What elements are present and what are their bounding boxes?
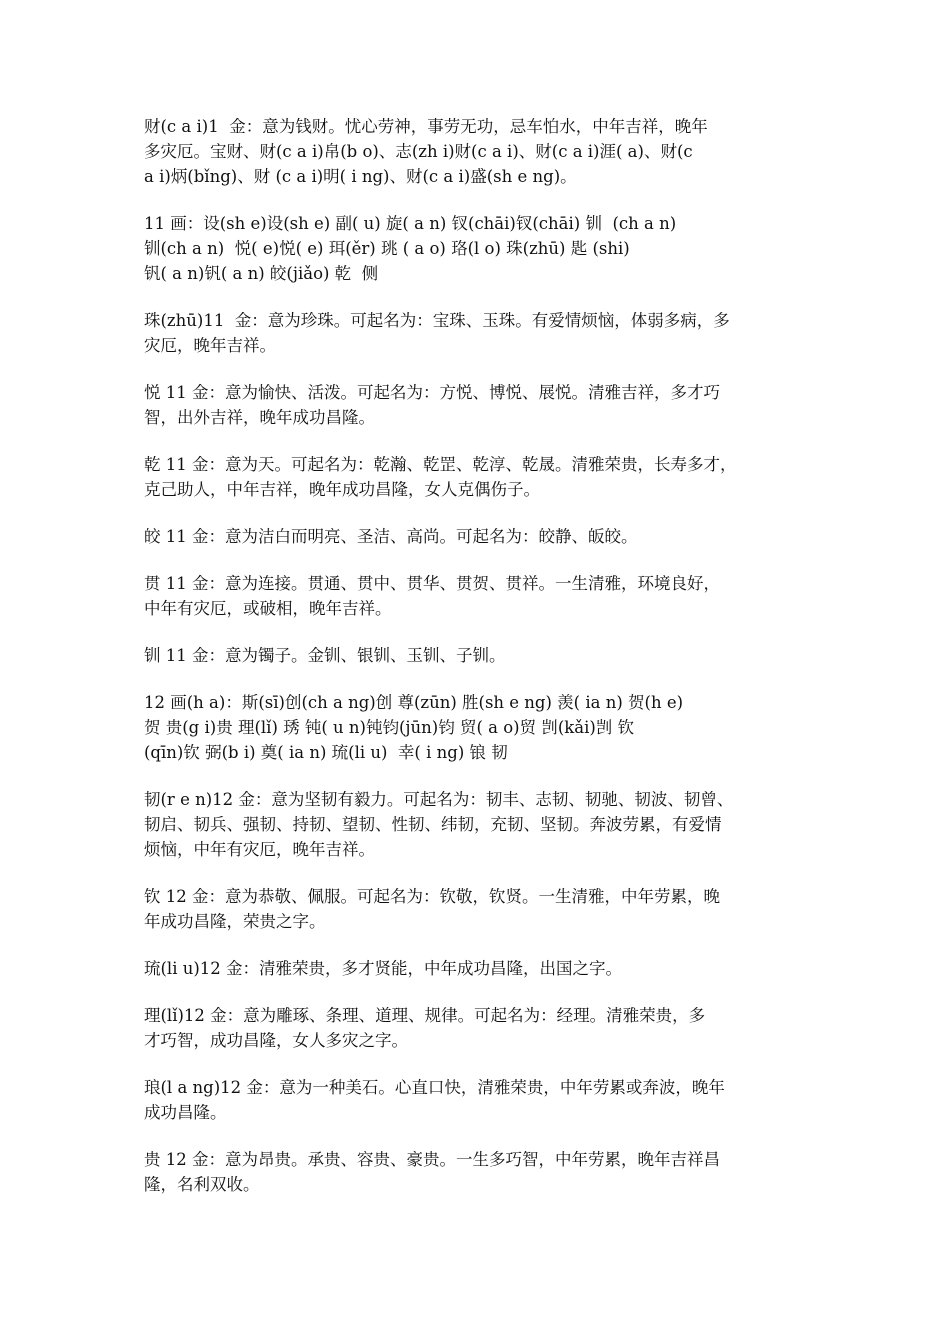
text-line: (qīn)钦 弼(b i) 奠( ia n) 琉(li u) 幸( i ng) 锒 韧 xyxy=(144,743,508,762)
text-line: 智，出外吉祥，晚年成功昌隆。 xyxy=(144,408,375,427)
text-line: 贺 贵(g i)贵 理(lǐ) 琇 钝( u n)钝钧(jūn)钧 贸( a o)贸 剀(kǎi)剀 钦 xyxy=(144,718,635,737)
text-line: 悦 11 金：意为愉快、活泼。可起名为：方悦、博悦、展悦。清雅吉祥，多才巧 xyxy=(144,383,720,402)
text-line: 琅(l a ng)12 金：意为一种美石。心直口快，清雅荣贵，中年劳累或奔波，晚年 xyxy=(144,1078,725,1097)
text-line: a i)炳(bǐng)、财 (c a i)明( i ng)、财(c a i)盛(sh e ng)。 xyxy=(144,167,577,186)
paragraph xyxy=(144,956,814,981)
paragraph xyxy=(144,884,814,934)
paragraph xyxy=(144,211,814,286)
text-line: 隆，名利双收。 xyxy=(144,1175,260,1194)
paragraph xyxy=(144,690,814,765)
text-line: 贯 11 金：意为连接。贯通、贯中、贯华、贯贺、贯祥。一生清雅，环境良好， xyxy=(144,574,720,593)
paragraph xyxy=(144,524,814,549)
paragraph xyxy=(144,114,814,189)
text-line: 理(lǐ)12 金：意为雕琢、条理、道理、规律。可起名为：经理。清雅荣贵，多 xyxy=(144,1006,706,1025)
text-line: 乾 11 金：意为天。可起名为：乾瀚、乾罡、乾淳、乾晟。清雅荣贵，长寿多才， xyxy=(144,455,737,474)
text-line: 钒( a n)钒( a n) 皎(jiǎo) 乾 侧 xyxy=(144,264,379,283)
paragraph xyxy=(144,452,814,502)
paragraph xyxy=(144,1003,814,1053)
text-line: 克己助人，中年吉祥，晚年成功昌隆，女人克偶伤子。 xyxy=(144,480,540,499)
paragraph xyxy=(144,1075,814,1125)
document-body xyxy=(144,114,814,1219)
text-line: 琉(li u)12 金：清雅荣贵，多才贤能，中年成功昌隆，出国之字。 xyxy=(144,959,623,978)
text-line: 烦恼，中年有灾厄，晚年吉祥。 xyxy=(144,840,375,859)
text-line: 多灾厄。宝财、财(c a i)帛(b o)、志(zh i)财(c a i)、财(c a i)涯( a)、财(c xyxy=(144,142,693,161)
text-line: 钏 11 金：意为镯子。金钏、银钏、玉钏、子钏。 xyxy=(144,646,506,665)
text-line: 钦 12 金：意为恭敬、佩服。可起名为：钦敬，钦贤。一生清雅，中年劳累，晚 xyxy=(144,887,720,906)
text-line: 中年有灾厄，或破相，晚年吉祥。 xyxy=(144,599,392,618)
text-line: 财(c a i)1 金：意为钱财。忧心劳神，事劳无功，忌车怕水，中年吉祥，晚年 xyxy=(144,117,708,136)
paragraph xyxy=(144,380,814,430)
text-line: 年成功昌隆，荣贵之字。 xyxy=(144,912,326,931)
paragraph xyxy=(144,643,814,668)
text-line: 钏(ch a n) 悦( e)悦( e) 珥(ěr) 珧 ( a o) 珞(l o) 珠(zhū) 匙 (shi) xyxy=(144,239,630,258)
text-line: 珠(zhū)11 金：意为珍珠。可起名为：宝珠、玉珠。有爱情烦恼，体弱多病，多 xyxy=(144,311,730,330)
text-line: 才巧智，成功昌隆，女人多灾之字。 xyxy=(144,1031,408,1050)
text-line: 灾厄，晚年吉祥。 xyxy=(144,336,276,355)
text-line: 12 画(h a)：斯(sī)创(ch a ng)创 尊(zūn) 胜(sh e ng) 羡( ia n) 贺(h e) xyxy=(144,693,684,712)
text-line: 成功昌隆。 xyxy=(144,1103,227,1122)
text-line: 皎 11 金：意为洁白而明亮、圣洁、高尚。可起名为：皎静、皈皎。 xyxy=(144,527,638,546)
paragraph xyxy=(144,787,814,862)
text-line: 韧启、韧兵、强韧、持韧、望韧、性韧、纬韧，充韧、坚韧。奔波劳累，有爱情 xyxy=(144,815,722,834)
paragraph xyxy=(144,308,814,358)
text-line: 11 画：设(sh e)设(sh e) 副( u) 旋( a n) 钗(chāi)钗(chāi) 钏 (ch a n) xyxy=(144,214,677,233)
text-line: 贵 12 金：意为昂贵。承贵、容贵、豪贵。一生多巧智，中年劳累，晚年吉祥昌 xyxy=(144,1150,720,1169)
paragraph xyxy=(144,1147,814,1197)
text-line: 韧(r e n)12 金：意为坚韧有毅力。可起名为：韧丰、志韧、韧驰、韧波、韧曾、 xyxy=(144,790,734,809)
paragraph xyxy=(144,571,814,621)
